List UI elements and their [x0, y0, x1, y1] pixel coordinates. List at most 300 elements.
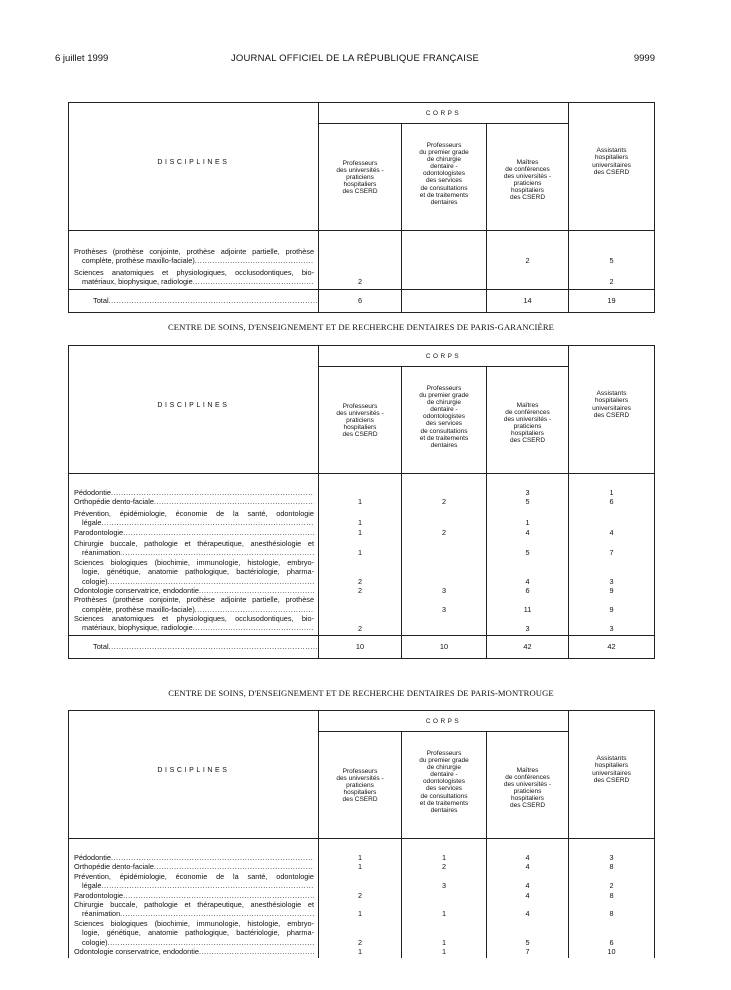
value-row: [402, 539, 486, 558]
col-assistants-line: Assistants: [596, 147, 627, 155]
col-professeurs-premier-grade-line: Professeurs: [426, 385, 462, 392]
col-assistants-header: [569, 711, 655, 839]
col-professeurs-premier-grade-line: de chirurgie: [427, 399, 461, 407]
value-row: [402, 872, 486, 891]
cell-value: 2: [609, 277, 614, 287]
cell-value: 4: [525, 909, 530, 919]
cell-value: 3: [609, 852, 614, 862]
value-row: [487, 586, 568, 595]
value-row: [487, 947, 568, 956]
discipline-row: [74, 614, 314, 633]
value-row: [487, 247, 568, 266]
discipline-label: Sciences anatomiques et physiologiques, occlusodontiques, bio-: [74, 267, 314, 277]
table-header-row: [69, 711, 655, 732]
cell-value: 2: [525, 256, 530, 266]
total-value: 10: [402, 635, 487, 658]
col-professeurs-premier-grade-line: de consultations: [420, 427, 468, 435]
value-row: [319, 919, 401, 947]
disciplines-header: DISCIPLINES: [69, 346, 319, 474]
value-row: [487, 862, 568, 871]
value-row: [487, 919, 568, 947]
cell-value: 1: [357, 946, 363, 956]
col-professeurs-premier-grade-line: dentaires: [430, 198, 458, 206]
total-value: 14: [487, 289, 569, 312]
total-value: 19: [569, 289, 655, 312]
discipline-label: légale .....: [74, 881, 314, 890]
discipline-row: [74, 497, 314, 506]
col-professeurs-premier-grade-line: odontologistes: [423, 778, 465, 786]
value-row: [487, 558, 568, 586]
value-row: [569, 247, 654, 266]
col-professeurs-line: hospitaliers: [343, 424, 377, 432]
corps-header: CORPS: [319, 711, 569, 732]
col-professeurs-line: Professeurs: [342, 160, 378, 167]
col-professeurs-values: [319, 839, 402, 959]
cell-value: 4: [525, 881, 530, 891]
col-professeurs-premier-grade-line: du premier grade: [419, 757, 469, 765]
col-maitres-conferences-header: [487, 367, 569, 474]
cell-value: 1: [441, 852, 447, 862]
discipline-row: [74, 595, 314, 614]
value-row: [402, 488, 486, 497]
cell-value: 7: [525, 946, 530, 956]
value-row: [569, 539, 654, 558]
discipline-row: [74, 947, 314, 956]
col-professeurs-premier-grade-header: [402, 367, 487, 474]
table-body: [69, 231, 655, 290]
cell-value: 11: [523, 604, 532, 614]
value-row: [487, 539, 568, 558]
cell-value: 5: [609, 256, 614, 266]
discipline-label: Pédodontie .....: [74, 488, 314, 497]
value-row: [402, 528, 486, 537]
cell-value: 1: [525, 518, 530, 528]
value-row: [402, 891, 486, 900]
value-row: [569, 497, 654, 506]
discipline-label: Sciences biologiques (biochimie, immunologie, histologie, embryo-: [74, 557, 314, 567]
value-row: [319, 947, 401, 956]
col-professeurs-premier-grade-line: des services: [425, 177, 463, 185]
col-maitres-conferences-line: Maîtres: [516, 402, 539, 409]
value-row: [402, 558, 486, 586]
total-value: 6: [319, 289, 402, 312]
col-professeurs-premier-grade-header: [402, 732, 487, 839]
cell-value: 1: [357, 527, 363, 537]
cell-value: 4: [609, 527, 614, 537]
cell-value: 2: [357, 585, 363, 595]
value-row: [319, 509, 401, 528]
col-professeurs-premier-grade-header: [402, 124, 487, 231]
cell-value: 1: [357, 497, 363, 507]
col-professeurs-line: praticiens: [346, 174, 374, 182]
cell-value: 4: [525, 862, 530, 872]
col-professeurs-premier-grade-line: du premier grade: [419, 392, 469, 400]
value-row: [402, 862, 486, 871]
value-row: [319, 488, 401, 497]
cell-value: 8: [609, 909, 614, 919]
discipline-row: [74, 919, 314, 947]
col-assistants-values: [569, 231, 655, 290]
cell-value: 5: [525, 548, 530, 558]
value-row: [487, 872, 568, 891]
value-row: [319, 891, 401, 900]
discipline-label: logie, génétique, anatomie pathologique, bactériologie, pharma-: [82, 928, 314, 938]
disciplines-column: [69, 839, 319, 959]
col-maitres-conferences-line: de conférences: [505, 774, 550, 782]
value-row: [319, 247, 401, 266]
value-row: [402, 947, 486, 956]
cell-value: 2: [357, 623, 363, 633]
cell-value: 3: [609, 623, 614, 633]
value-row: [319, 268, 401, 287]
cell-value: 8: [609, 862, 614, 872]
discipline-row: [74, 488, 314, 497]
col-professeurs-premier-grade-line: des services: [425, 785, 463, 793]
discipline-row: [74, 891, 314, 900]
col-maitres-conferences-line: hospitaliers: [511, 430, 544, 438]
value-row: [487, 900, 568, 919]
col-professeurs-premier-grade-line: de consultations: [420, 792, 468, 800]
col-professeurs-premier-grade-values: [402, 474, 487, 636]
discipline-label: Sciences anatomiques et physiologiques, occlusodontiques, bio-: [74, 614, 314, 624]
cell-value: 1: [357, 909, 363, 919]
cell-value: 2: [609, 881, 614, 891]
cell-value: 1: [441, 909, 447, 919]
col-maitres-conferences-line: Maîtres: [516, 767, 539, 774]
col-professeurs-line: des CSERD: [342, 431, 378, 439]
value-row: [569, 268, 654, 287]
col-professeurs-line: des universités -: [336, 410, 384, 418]
discipline-row: [74, 528, 314, 537]
cell-value: 6: [609, 937, 614, 947]
discipline-label: matériaux, biophysique, radiologie .....: [74, 623, 314, 632]
cell-value: 6: [525, 585, 530, 595]
col-assistants-line: Assistants: [596, 755, 627, 763]
col-maitres-conferences-line: de conférences: [505, 166, 550, 174]
corps-header: CORPS: [319, 103, 569, 124]
value-row: [569, 509, 654, 528]
col-professeurs-premier-grade-line: de consultations: [420, 184, 468, 192]
col-professeurs-premier-grade-line: dentaire -: [430, 771, 458, 779]
col-maitres-conferences-line: hospitaliers: [511, 795, 544, 803]
value-row: [402, 509, 486, 528]
col-professeurs-header: [319, 732, 402, 839]
col-professeurs-line: praticiens: [346, 417, 374, 425]
col-professeurs-line: hospitaliers: [343, 181, 377, 189]
col-professeurs-premier-grade-line: des services: [425, 420, 463, 428]
cell-value: 2: [441, 862, 447, 872]
total-label-text: Total .....: [93, 296, 319, 305]
col-professeurs-line: des CSERD: [342, 188, 378, 196]
col-professeurs-premier-grade-line: et de traitements: [419, 191, 469, 199]
col-professeurs-line: praticiens: [346, 782, 374, 790]
cell-value: 2: [357, 576, 363, 586]
cell-value: 3: [441, 585, 447, 595]
col-maitres-conferences-line: des universités -: [503, 781, 552, 789]
col-professeurs-premier-grade-line: Professeurs: [426, 750, 462, 757]
total-value: 42: [569, 635, 655, 658]
value-row: [569, 919, 654, 947]
cell-value: 2: [441, 497, 447, 507]
value-row: [402, 853, 486, 862]
cell-value: 1: [357, 548, 363, 558]
discipline-label: Prothèses (prothèse conjointe, prothèse adjointe partielle, prothèse: [74, 595, 314, 605]
discipline-label: cologie) .....: [74, 938, 314, 947]
col-assistants-values: [569, 474, 655, 636]
col-assistants-header: [569, 346, 655, 474]
value-row: [402, 586, 486, 595]
cell-value: 4: [525, 576, 530, 586]
col-professeurs-premier-grade-line: dentaire -: [430, 163, 458, 171]
value-row: [487, 497, 568, 506]
cell-value: 1: [357, 862, 363, 872]
col-professeurs-premier-grade-line: Professeurs: [426, 142, 462, 149]
col-maitres-conferences-header: [487, 124, 569, 231]
table-header-row: [69, 346, 655, 367]
discipline-label: Pédodontie .....: [74, 853, 314, 862]
value-row: [402, 268, 486, 287]
cell-value: 7: [609, 548, 614, 558]
value-row: [569, 488, 654, 497]
col-assistants-line: universitaires: [592, 161, 631, 169]
value-row: [319, 614, 401, 633]
value-row: [487, 528, 568, 537]
col-maitres-conferences-values: [487, 839, 569, 959]
value-row: [319, 528, 401, 537]
discipline-label: réanimation .....: [74, 548, 314, 557]
col-assistants-line: hospitaliers: [594, 154, 629, 162]
cell-value: 3: [441, 881, 447, 891]
cell-value: 4: [525, 527, 530, 537]
page-number: 9999: [633, 53, 655, 64]
value-row: [319, 853, 401, 862]
discipline-label: logie, génétique, anatomie pathologique, bactériologie, pharma-: [82, 567, 314, 577]
col-professeurs-premier-grade-line: dentaires: [430, 806, 458, 814]
col-professeurs-line: des universités -: [336, 775, 384, 783]
cell-value: 3: [609, 576, 614, 586]
col-assistants-values: [569, 839, 655, 959]
col-professeurs-header: [319, 124, 402, 231]
cell-value: 4: [525, 890, 530, 900]
disciplines-column: [69, 474, 319, 636]
discipline-row: [74, 853, 314, 862]
col-professeurs-line: Professeurs: [342, 403, 378, 410]
value-row: [402, 614, 486, 633]
staff-table-montrouge: [68, 710, 655, 958]
value-row: [487, 595, 568, 614]
col-professeurs-line: des universités -: [336, 167, 384, 175]
value-row: [402, 919, 486, 947]
discipline-label: Orthopédie dento-faciale .....: [74, 862, 314, 871]
col-professeurs-premier-grade-line: de chirurgie: [427, 764, 461, 772]
value-row: [487, 268, 568, 287]
discipline-label: Parodontologie .....: [74, 891, 314, 900]
value-row: [569, 528, 654, 537]
table-body: [69, 474, 655, 636]
cell-value: 3: [441, 604, 447, 614]
total-label: [69, 289, 319, 312]
value-row: [569, 872, 654, 891]
col-maitres-conferences-header: [487, 732, 569, 839]
discipline-row: [74, 247, 314, 266]
cell-value: 8: [609, 890, 614, 900]
discipline-row: [74, 586, 314, 595]
col-assistants-line: hospitaliers: [594, 762, 629, 770]
col-assistants-line: universitaires: [592, 404, 631, 412]
table-header-row: [69, 103, 655, 124]
col-maitres-conferences-line: praticiens: [513, 423, 542, 431]
value-row: [319, 558, 401, 586]
value-row: [402, 900, 486, 919]
staff-table-garanciere: [68, 345, 655, 659]
col-assistants-line: des CSERD: [593, 776, 630, 784]
col-maitres-conferences-line: des universités -: [503, 173, 552, 181]
value-row: [487, 509, 568, 528]
discipline-label: Prothèses (prothèse conjointe, prothèse adjointe partielle, prothèse: [74, 247, 314, 256]
journal-title: JOURNAL OFFICIEL DE LA RÉPUBLIQUE FRANÇAISE: [230, 53, 480, 64]
cell-value: 9: [609, 585, 614, 595]
col-professeurs-premier-grade-line: de chirurgie: [427, 156, 461, 164]
total-row: [69, 635, 655, 658]
discipline-row: [74, 900, 314, 919]
value-row: [569, 900, 654, 919]
discipline-label: Chirurgie buccale, pathologie et thérapeutique, anesthésiologie et: [74, 899, 314, 909]
col-professeurs-premier-grade-line: du premier grade: [419, 149, 469, 157]
corps-header: CORPS: [319, 346, 569, 367]
col-maitres-conferences-line: des CSERD: [509, 437, 546, 445]
discipline-row: [74, 539, 314, 558]
col-professeurs-premier-grade-line: et de traitements: [419, 434, 469, 442]
value-row: [487, 891, 568, 900]
disciplines-column: [69, 231, 319, 290]
col-maitres-conferences-values: [487, 474, 569, 636]
col-maitres-conferences-values: [487, 231, 569, 290]
col-professeurs-premier-grade-line: odontologistes: [423, 413, 465, 421]
value-row: [319, 595, 401, 614]
value-row: [569, 853, 654, 862]
cell-value: 2: [357, 890, 363, 900]
discipline-row: [74, 862, 314, 871]
value-row: [569, 947, 654, 956]
cell-value: 1: [609, 487, 614, 497]
cell-value: 6: [609, 497, 614, 507]
col-professeurs-header: [319, 367, 402, 474]
col-professeurs-premier-grade-line: dentaires: [430, 441, 458, 449]
col-maitres-conferences-line: Maîtres: [516, 159, 539, 166]
total-value: [402, 289, 487, 312]
col-professeurs-line: des CSERD: [342, 796, 378, 804]
value-row: [319, 497, 401, 506]
cell-value: 9: [609, 604, 614, 614]
cell-value: 1: [441, 937, 447, 947]
col-assistants-header: [569, 103, 655, 231]
discipline-label: cologie) .....: [74, 577, 314, 586]
col-professeurs-premier-grade-line: odontologistes: [423, 170, 465, 178]
value-row: [319, 539, 401, 558]
col-professeurs-line: hospitaliers: [343, 789, 377, 797]
cell-value: 5: [525, 497, 530, 507]
value-row: [569, 862, 654, 871]
col-professeurs-premier-grade-line: dentaire -: [430, 406, 458, 414]
discipline-label: Prévention, épidémiologie, économie de la santé, odontologie: [74, 871, 314, 881]
col-assistants-line: hospitaliers: [594, 397, 629, 405]
table-body: [69, 839, 655, 959]
value-row: [487, 853, 568, 862]
value-row: [319, 900, 401, 919]
col-maitres-conferences-line: de conférences: [505, 409, 550, 417]
discipline-row: [74, 509, 314, 528]
value-row: [569, 614, 654, 633]
cell-value: 1: [357, 852, 363, 862]
total-label-text: Total .....: [93, 642, 319, 651]
col-maitres-conferences-line: hospitaliers: [511, 187, 544, 195]
col-assistants-line: des CSERD: [593, 168, 630, 176]
discipline-label: Chirurgie buccale, pathologie et thérapeutique, anesthésiologie et: [74, 538, 314, 548]
discipline-label: Sciences biologiques (biochimie, immunologie, histologie, embryo-: [74, 918, 314, 928]
value-row: [402, 247, 486, 266]
col-assistants-line: des CSERD: [593, 411, 630, 419]
col-professeurs-line: Professeurs: [342, 768, 378, 775]
cell-value: 2: [357, 937, 363, 947]
total-row: [69, 289, 655, 312]
discipline-label: Odontologie conservatrice, endodontie .....: [74, 947, 314, 956]
discipline-label: Odontologie conservatrice, endodontie .....: [74, 586, 314, 595]
value-row: [319, 586, 401, 595]
cell-value: 1: [357, 518, 363, 528]
col-maitres-conferences-line: des universités -: [503, 416, 552, 424]
col-maitres-conferences-line: praticiens: [513, 788, 542, 796]
discipline-row: [74, 558, 314, 586]
value-row: [569, 891, 654, 900]
disciplines-header: DISCIPLINES: [69, 103, 319, 231]
cell-value: 4: [525, 852, 530, 862]
cell-value: 3: [525, 623, 530, 633]
col-professeurs-values: [319, 474, 402, 636]
col-assistants-line: universitaires: [592, 769, 631, 777]
value-row: [402, 497, 486, 506]
col-maitres-conferences-line: praticiens: [513, 180, 542, 188]
value-row: [487, 614, 568, 633]
col-maitres-conferences-line: des CSERD: [509, 802, 546, 810]
total-value: 42: [487, 635, 569, 658]
col-professeurs-values: [319, 231, 402, 290]
cell-value: 1: [441, 946, 447, 956]
section-title-montrouge: CENTRE DE SOINS, D'ENSEIGNEMENT ET DE RECHERCHE DENTAIRES DE PARIS-MONTROUGE: [168, 688, 554, 698]
section-title-garanciere: CENTRE DE SOINS, D'ENSEIGNEMENT ET DE RECHERCHE DENTAIRES DE PARIS-GARANCIÈRE: [167, 322, 555, 332]
discipline-row: [74, 268, 314, 287]
discipline-label: complète, prothèse maxillo-faciale) .....: [74, 605, 314, 614]
total-value: 10: [319, 635, 402, 658]
discipline-label: réanimation .....: [74, 909, 314, 918]
col-maitres-conferences-line: des CSERD: [509, 194, 546, 202]
col-professeurs-premier-grade-values: [402, 839, 487, 959]
value-row: [487, 488, 568, 497]
discipline-label: matériaux, biophysique, radiologie .....: [74, 277, 314, 286]
cell-value: 2: [441, 527, 447, 537]
value-row: [319, 862, 401, 871]
col-assistants-line: Assistants: [596, 390, 627, 398]
disciplines-header: DISCIPLINES: [69, 711, 319, 839]
page-header: [55, 53, 655, 67]
discipline-row: [74, 872, 314, 891]
value-row: [402, 595, 486, 614]
col-professeurs-premier-grade-values: [402, 231, 487, 290]
value-row: [569, 586, 654, 595]
page-date: 6 juillet 1999: [55, 53, 109, 64]
value-row: [569, 595, 654, 614]
value-row: [319, 872, 401, 891]
cell-value: 2: [357, 277, 363, 287]
